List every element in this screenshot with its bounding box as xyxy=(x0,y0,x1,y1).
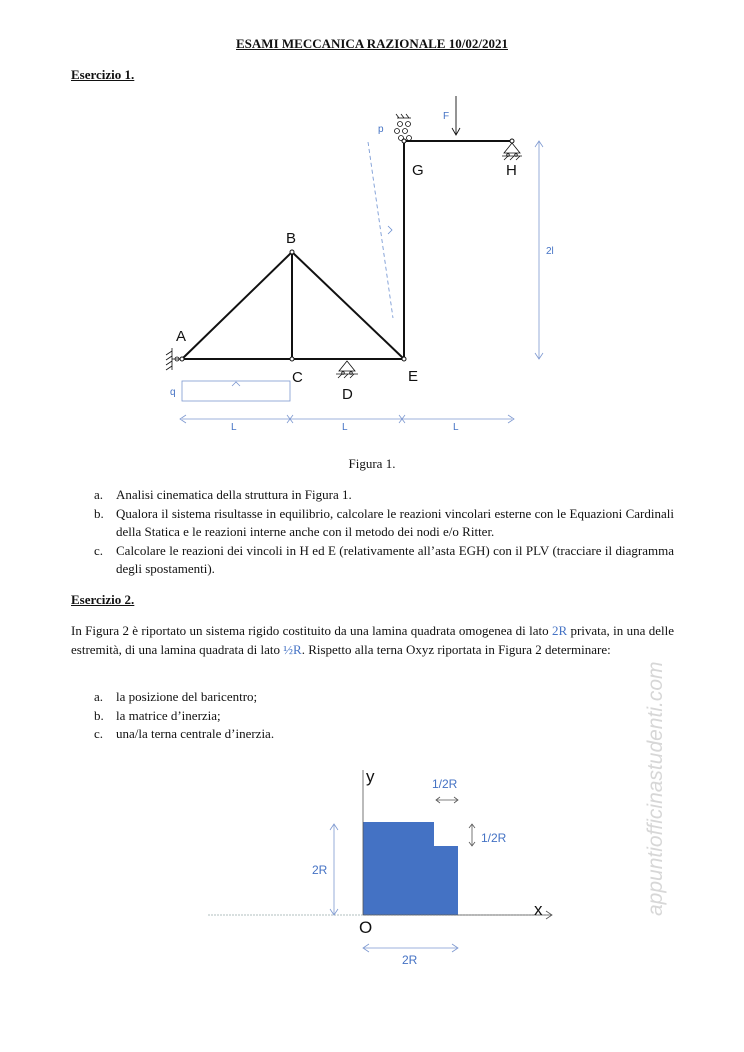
watermark-text: appuntiofficinastudenti.com xyxy=(644,661,667,916)
page-title: ESAMI MECCANICA RAZIONALE 10/02/2021 xyxy=(236,36,508,51)
node-label-C: C xyxy=(292,369,303,386)
node-label-E: E xyxy=(408,368,419,385)
exercise-2-text: In Figura 2 è riportato un sistema rigido costituito da una lamina quadrata omogenea di lato 2R privata, in una delle estremità, di una lamina quadrata di lato ½R. Rispetto alla terna Oxyz riportata in Figura 2 determinare: xyxy=(71,623,674,657)
origin-label-O: O xyxy=(359,918,373,937)
list-item: c. Calcolare le reazioni dei vincoli in H ed E (relativamente all’asta EGH) con il PLV (tracciare il diagramma degli spostamenti). xyxy=(94,542,674,576)
list-item: a. Analisi cinematica della struttura in Figura 1. xyxy=(94,487,352,502)
lamina-shape xyxy=(363,822,458,915)
list-item: b. la matrice d’inerzia; xyxy=(94,707,221,723)
exercise-2-heading: Esercizio 2. xyxy=(71,592,135,607)
exercise-1-heading: Esercizio 1. xyxy=(71,67,135,82)
node-label-H: H xyxy=(506,162,517,179)
node-label-B: B xyxy=(286,230,297,247)
list-item: a. la posizione del baricentro; xyxy=(94,689,258,704)
list-item: c. una/la terna centrale d’inerzia. xyxy=(94,726,275,741)
label-half-R-top: 1/2R xyxy=(432,777,458,791)
dimension-label-L2: L xyxy=(342,422,348,433)
node-label-G: G xyxy=(412,162,424,179)
figure-1-caption: Figura 1. xyxy=(348,456,396,471)
watermark xyxy=(640,560,670,920)
axis-label-y: y xyxy=(366,767,375,786)
list-item: b. Qualora il sistema risultasse in equilibrio, calcolare le reazioni vincolari esterne con le Equazioni Cardinali della Statica e le reazioni interne anche con il metodo dei nodi e/o Ritter. xyxy=(94,505,674,539)
label-half-R-side: 1/2R xyxy=(481,831,507,845)
label-p: p xyxy=(378,124,384,135)
label-2R-left: 2R xyxy=(312,863,328,877)
dimension-label-2l: 2l xyxy=(546,246,554,257)
label-2R-bottom: 2R xyxy=(402,953,418,967)
dimension-label-L1: L xyxy=(231,422,237,433)
axis-label-x: x xyxy=(534,900,543,919)
node-label-A: A xyxy=(176,328,187,345)
dimension-label-L3: L xyxy=(453,422,459,433)
force-label-F: F xyxy=(443,111,450,122)
node-label-D: D xyxy=(342,386,353,403)
load-label-q: q xyxy=(170,387,176,398)
